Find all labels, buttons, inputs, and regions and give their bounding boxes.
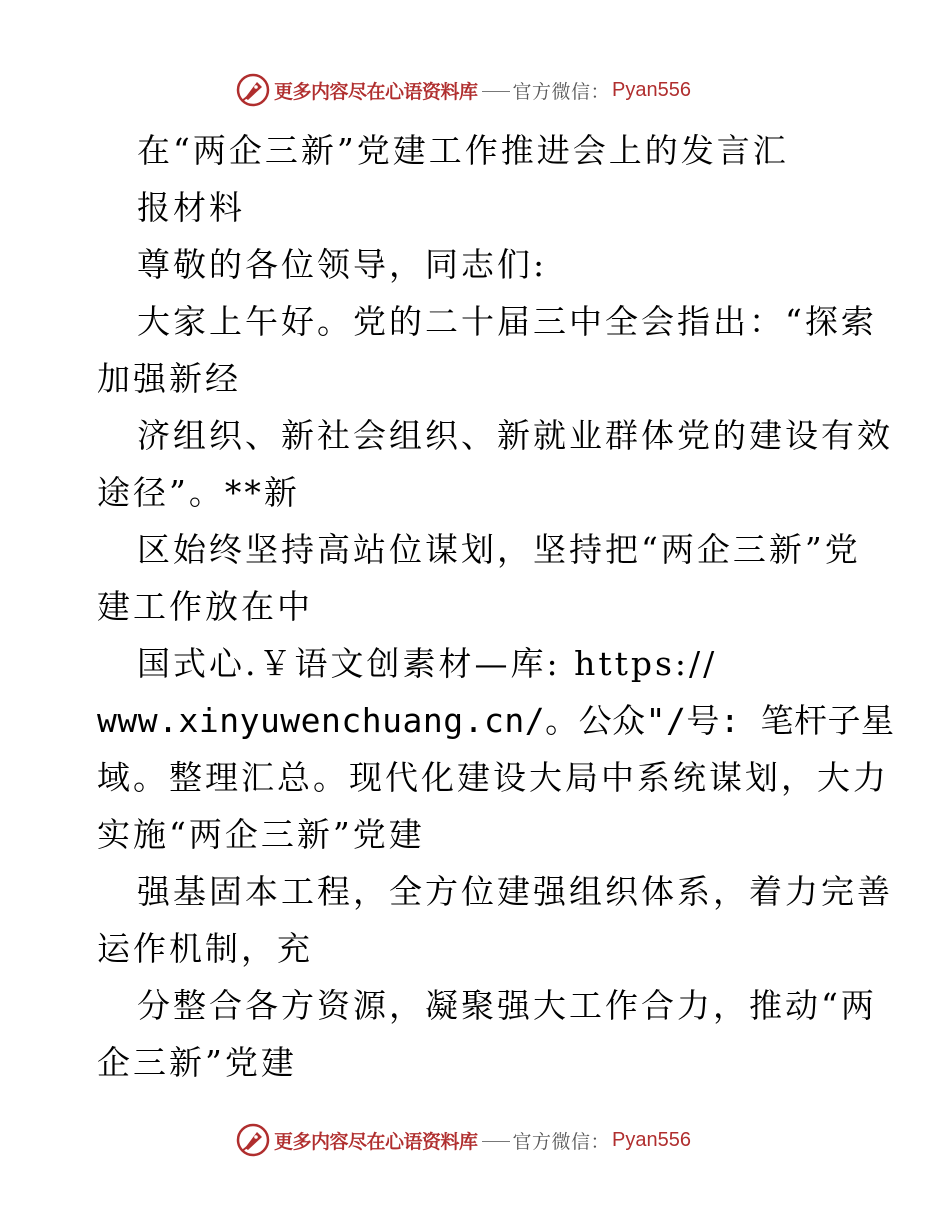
paragraph-line: 实施“两企三新”党建 (97, 815, 425, 854)
paragraph-line: 建工作放在中 (97, 587, 313, 626)
banner-main-text: 更多内容尽在心语资料库 (274, 1130, 478, 1153)
pen-nib-logo-icon (236, 73, 270, 107)
paragraph-line: 大家上午好。党的二十届三中全会指出：“探索 (137, 302, 877, 341)
footer-watermark-banner (236, 1122, 706, 1158)
paragraph-line-url: www.xinyuwenchuang.cn/。公众"/号: 笔杆子星 (97, 701, 895, 740)
greeting-line: 尊敬的各位领导，同志们: (137, 245, 548, 284)
paragraph-line: 济组织、新社会组织、新就业群体党的建设有效 (137, 416, 893, 455)
paragraph-line: 途径”。**新 (97, 473, 300, 512)
banner-main-text: 更多内容尽在心语资料库 (274, 80, 478, 103)
pen-nib-logo-icon (236, 1123, 270, 1157)
banner-sub-text: 官方微信： (512, 1130, 611, 1153)
paragraph-line: 分整合各方资源，凝聚强大工作合力，推动“两 (137, 986, 877, 1025)
document-body (97, 122, 895, 1091)
paragraph-line: 加强新经 (97, 359, 241, 398)
paragraph-line: 强基固本工程，全方位建强组织体系，着力完善 (137, 872, 893, 911)
banner-wechat-id: Pyan556 (612, 78, 691, 101)
banner-wechat-id: Pyan556 (612, 1128, 691, 1151)
paragraph-line: 运作机制，充 (97, 929, 313, 968)
banner-dash (482, 91, 510, 92)
paragraph-line: 区始终坚持高站位谋划，坚持把“两企三新”党 (137, 530, 861, 569)
paragraph-line: 企三新”党建 (97, 1043, 297, 1082)
banner-sub-text: 官方微信： (512, 80, 611, 103)
banner-dash (482, 1141, 510, 1142)
header-watermark-banner (236, 72, 706, 108)
title-line-2: 报材料 (137, 188, 245, 227)
title-line-1: 在“两企三新”党建工作推进会上的发言汇 (137, 131, 789, 170)
paragraph-line: 域。整理汇总。现代化建设大局中系统谋划，大力 (97, 758, 889, 797)
paragraph-line: 国式心.￥语文创素材—库: https:// (137, 644, 718, 683)
